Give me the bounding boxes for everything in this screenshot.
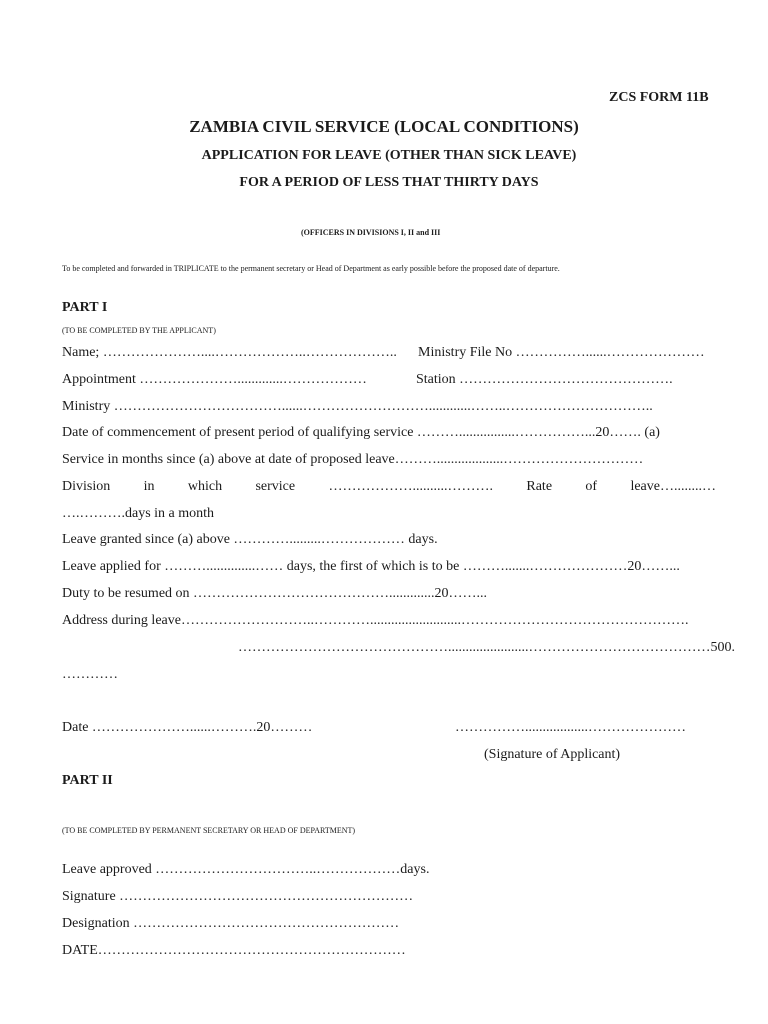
applicant-signature-field[interactable]: ……………..................…………………: [455, 720, 686, 735]
divisions-note: (OFFICERS IN DIVISIONS I, II and III: [301, 228, 441, 237]
signature-field[interactable]: Signature ………………………………………………………: [62, 889, 414, 904]
ministry-file-field[interactable]: Ministry File No ……………......…………………: [418, 345, 705, 360]
form-title: ZAMBIA CIVIL SERVICE (LOCAL CONDITIONS): [189, 117, 579, 136]
form-subtitle-period: FOR A PERIOD OF LESS THAT THIRTY DAYS: [239, 175, 539, 190]
part1-note: (TO BE COMPLETED BY THE APPLICANT): [62, 326, 216, 335]
leave-applied-field[interactable]: Leave applied for ………..............…… days, the first of which is to be ……….......…………………20……...: [62, 559, 680, 574]
address-field[interactable]: Address during leave………………………..…………..........................………………………………………….: [62, 613, 689, 628]
division-rate-row[interactable]: [62, 478, 716, 496]
ministry-field[interactable]: Ministry ………………………………......………………………............……..…………………………..: [62, 399, 653, 414]
form-code: ZCS FORM 11B: [609, 90, 709, 105]
division-continuation[interactable]: ….……….days in a month: [62, 506, 215, 521]
division-word: which: [187, 479, 223, 494]
part2-heading: PART II: [62, 773, 113, 788]
address-line-2[interactable]: ……………………………………….......................…………………………………500.: [238, 640, 735, 655]
approval-date-field[interactable]: DATE…………………………………………………………: [62, 943, 406, 958]
station-field[interactable]: Station ……………………………………….: [416, 372, 673, 387]
division-word: in: [143, 479, 155, 494]
form-subtitle-leave: APPLICATION FOR LEAVE (OTHER THAN SICK LEAVE): [201, 148, 577, 163]
applicant-signature-label: (Signature of Applicant): [484, 747, 621, 762]
name-field[interactable]: Name; …………………....………………..………………..: [62, 345, 397, 360]
division-word: service: [255, 479, 296, 494]
duty-resumed-field[interactable]: Duty to be resumed on …………………………………….............20……...: [62, 586, 488, 601]
leave-granted-field[interactable]: Leave granted since (a) above ………….........……………… days.: [62, 532, 438, 547]
address-line-3[interactable]: …………: [62, 667, 118, 682]
part2-note: (TO BE COMPLETED BY PERMANENT SECRETARY OR HEAD OF DEPARTMENT): [62, 826, 356, 835]
commencement-date-field[interactable]: Date of commencement of present period of qualifying service ………................……………...20……. (a): [62, 425, 660, 440]
leave-approved-field[interactable]: Leave approved ……………………………..………………days.: [62, 862, 430, 877]
division-field[interactable]: ………………..........……….: [328, 479, 493, 494]
appointment-field[interactable]: Appointment ………………….............………………: [62, 372, 367, 387]
instructions-text: To be completed and forwarded in TRIPLICATE to the permanent secretary or Head of Department as early possible before the proposed date of departure.: [62, 264, 560, 273]
division-word: of: [585, 479, 598, 494]
service-months-field[interactable]: Service in months since (a) above at date of proposed leave………...................…………………………: [62, 452, 644, 467]
designation-field[interactable]: Designation …………………………………………………: [62, 916, 400, 931]
division-word: Division: [62, 479, 111, 494]
part1-heading: PART I: [62, 300, 108, 315]
leave-rate-field[interactable]: leave…........…: [630, 479, 716, 494]
date-field[interactable]: Date …………………......……….20………: [62, 720, 313, 735]
division-word: Rate: [526, 479, 553, 494]
